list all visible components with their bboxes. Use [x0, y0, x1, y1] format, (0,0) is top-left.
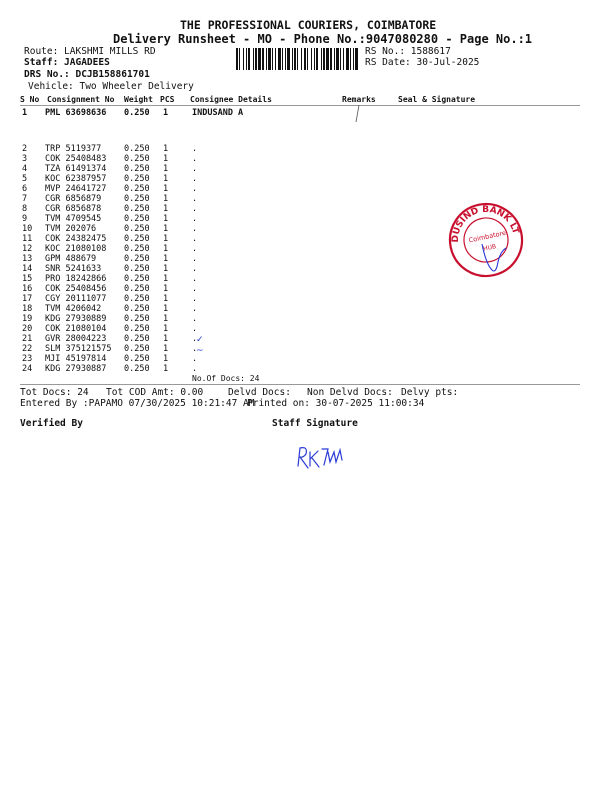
no-of-docs: No.Of Docs: 24	[192, 374, 260, 383]
row-sno: 21	[22, 334, 33, 344]
row-sno: 12	[22, 244, 33, 254]
weight: 0.250	[124, 334, 150, 344]
consignment-no: KDG 27930887	[45, 364, 107, 374]
weight: 0.250	[124, 234, 150, 244]
consignment-no: KDG 27930889	[45, 314, 107, 324]
consignment-no: TVM 4206042	[45, 304, 102, 314]
row-sno: 24	[22, 364, 33, 374]
pieces: 1	[163, 284, 169, 294]
weight: 0.250	[124, 184, 150, 194]
pieces: 1	[163, 194, 169, 204]
consignee: .	[192, 274, 198, 284]
col-remarks: Remarks	[342, 95, 376, 104]
row-sno: 7	[22, 194, 28, 204]
rs-number: RS No.: 1588617	[365, 46, 451, 57]
row-sno: 11	[22, 234, 33, 244]
consignee: .	[192, 144, 198, 154]
company-name: THE PROFESSIONAL COURIERS, COIMBATORE	[180, 18, 437, 32]
consignee: .	[192, 354, 198, 364]
footer-divider	[20, 384, 580, 385]
consignment-no: COK 25408456	[45, 284, 107, 294]
consignee: .	[192, 364, 198, 374]
weight: 0.250	[124, 244, 150, 254]
consignment-no: GVR 28004223	[45, 334, 107, 344]
consignee: .	[192, 184, 198, 194]
consignment-no: KOC 62387957	[45, 174, 107, 184]
consignment-no: SLM 375121575	[45, 344, 112, 354]
weight: 0.250	[124, 194, 150, 204]
pieces: 1	[163, 108, 169, 118]
weight: 0.250	[124, 224, 150, 234]
weight: 0.250	[124, 344, 150, 354]
pieces: 1	[163, 154, 169, 164]
row-sno: 10	[22, 224, 33, 234]
pieces: 1	[163, 344, 169, 354]
row-sno: 2	[22, 144, 28, 154]
consignment-no: TZA 61491374	[45, 164, 107, 174]
pieces: 1	[163, 294, 169, 304]
weight: 0.250	[124, 364, 150, 374]
consignee: .	[192, 294, 198, 304]
tick-mark-icon: ✓	[196, 335, 204, 345]
row-sno: 19	[22, 314, 33, 324]
row-sno: 15	[22, 274, 33, 284]
consignee: .	[192, 164, 198, 174]
col-weight: Weight	[124, 95, 153, 104]
consignee: .	[192, 154, 198, 164]
consignment-no: COK 24382475	[45, 234, 107, 244]
pieces: 1	[163, 264, 169, 274]
consignee: .	[192, 244, 198, 254]
printed-on: Printed on: 30-07-2025 11:00:34	[247, 398, 425, 409]
consignment-no: SNR 5241633	[45, 264, 102, 274]
consignment-no: CGR 6856878	[45, 204, 102, 214]
consignee: .	[192, 194, 198, 204]
entered-by: Entered By :PAPAMO 07/30/2025 10:21:47 AM	[20, 398, 255, 409]
tick-mark-icon: ~	[196, 346, 204, 356]
consignee: .	[192, 234, 198, 244]
row-sno: 16	[22, 284, 33, 294]
barcode	[236, 48, 360, 70]
remarks-pen-mark	[352, 104, 362, 124]
consignee: .	[192, 174, 198, 184]
pieces: 1	[163, 174, 169, 184]
consignee: .	[192, 284, 198, 294]
rs-date: RS Date: 30-Jul-2025	[365, 57, 480, 68]
drs-number: DRS No.: DCJB158861701	[24, 69, 150, 80]
weight: 0.250	[124, 284, 150, 294]
col-consignment: Consignment No	[47, 95, 115, 104]
consignment-no: TRP 5119377	[45, 144, 102, 154]
consignee: .	[192, 314, 198, 324]
consignee: .	[192, 344, 198, 354]
consignee: .	[192, 204, 198, 214]
weight: 0.250	[124, 214, 150, 224]
consignment-no: PRO 18242866	[45, 274, 107, 284]
pieces: 1	[163, 224, 169, 234]
delivered-docs: Delvd Docs:	[228, 387, 291, 398]
row-sno: 6	[22, 184, 28, 194]
row-sno: 1	[22, 108, 28, 118]
consignee: .	[192, 254, 198, 264]
pieces: 1	[163, 304, 169, 314]
weight: 0.250	[124, 254, 150, 264]
consignment-no: GPM 488679	[45, 254, 97, 264]
col-sno: S No	[20, 95, 40, 104]
consignee: .	[192, 214, 198, 224]
col-consignee: Consignee Details	[190, 95, 272, 104]
row-sno: 23	[22, 354, 33, 364]
weight: 0.250	[124, 304, 150, 314]
pieces: 1	[163, 144, 169, 154]
row-sno: 17	[22, 294, 33, 304]
consignee: .	[192, 264, 198, 274]
consignment-no: MVP 24641727	[45, 184, 107, 194]
consignment-no: PML 63698636	[45, 108, 107, 118]
row-sno: 4	[22, 164, 28, 174]
consignment-no: COK 21080104	[45, 324, 107, 334]
vehicle: Vehicle: Two Wheeler Delivery	[28, 81, 194, 92]
staff-signature-label: Staff Signature	[272, 418, 358, 429]
weight: 0.250	[124, 324, 150, 334]
pieces: 1	[163, 244, 169, 254]
pieces: 1	[163, 354, 169, 364]
weight: 0.250	[124, 108, 150, 118]
pieces: 1	[163, 364, 169, 374]
delivery-points: Delvy pts:	[401, 387, 459, 398]
consignment-no: TVM 202076	[45, 224, 97, 234]
pieces: 1	[163, 324, 169, 334]
pieces: 1	[163, 214, 169, 224]
row-sno: 5	[22, 174, 28, 184]
weight: 0.250	[124, 144, 150, 154]
pieces: 1	[163, 334, 169, 344]
weight: 0.250	[124, 204, 150, 214]
pieces: 1	[163, 184, 169, 194]
svg-text:INDUSIND BANK LTD	[446, 200, 521, 250]
tot-cod-amt: Tot COD Amt: 0.00	[106, 387, 204, 398]
weight: 0.250	[124, 164, 150, 174]
consignee: INDUSAND A	[192, 108, 244, 118]
pieces: 1	[163, 314, 169, 324]
consignment-no: KOC 21080108	[45, 244, 107, 254]
route: Route: LAKSHMI MILLS RD	[24, 46, 156, 57]
col-pcs: PCS	[160, 95, 175, 104]
non-delivered-docs: Non Delvd Docs:	[307, 387, 393, 398]
weight: 0.250	[124, 174, 150, 184]
staff: Staff: JAGADEES	[24, 57, 110, 68]
pieces: 1	[163, 204, 169, 214]
row-sno: 22	[22, 344, 33, 354]
pieces: 1	[163, 164, 169, 174]
pieces: 1	[163, 254, 169, 264]
weight: 0.250	[124, 294, 150, 304]
consignment-no: CGY 20111077	[45, 294, 107, 304]
row-sno: 14	[22, 264, 33, 274]
weight: 0.250	[124, 154, 150, 164]
consignee: .	[192, 334, 198, 344]
staff-signature	[294, 440, 354, 472]
row-sno: 13	[22, 254, 33, 264]
bank-stamp	[446, 200, 526, 280]
weight: 0.250	[124, 314, 150, 324]
weight: 0.250	[124, 264, 150, 274]
consignment-no: COK 25408483	[45, 154, 107, 164]
row-sno: 9	[22, 214, 28, 224]
row-sno: 20	[22, 324, 33, 334]
stamp-city: Coimbatore	[468, 228, 507, 245]
consignee: .	[192, 304, 198, 314]
row-sno: 18	[22, 304, 33, 314]
consignment-no: MJI 45197814	[45, 354, 107, 364]
consignee: .	[192, 324, 198, 334]
col-seal: Seal & Signature	[398, 95, 476, 104]
weight: 0.250	[124, 274, 150, 284]
stamp-bank-name: INDUSIND BANK LTD	[450, 204, 521, 243]
row-sno: 3	[22, 154, 28, 164]
consignment-no: TVM 4709545	[45, 214, 102, 224]
consignment-no: CGR 6856879	[45, 194, 102, 204]
header-divider	[20, 105, 580, 106]
weight: 0.250	[124, 354, 150, 364]
pieces: 1	[163, 234, 169, 244]
pieces: 1	[163, 274, 169, 284]
consignee: .	[192, 224, 198, 234]
verified-by: Verified By	[20, 418, 83, 429]
row-sno: 8	[22, 204, 28, 214]
stamp-hub: HUB	[482, 243, 497, 253]
runsheet-title: Delivery Runsheet - MO - Phone No.:9047080280 - Page No.:1	[113, 32, 533, 46]
tot-docs: Tot Docs: 24	[20, 387, 89, 398]
